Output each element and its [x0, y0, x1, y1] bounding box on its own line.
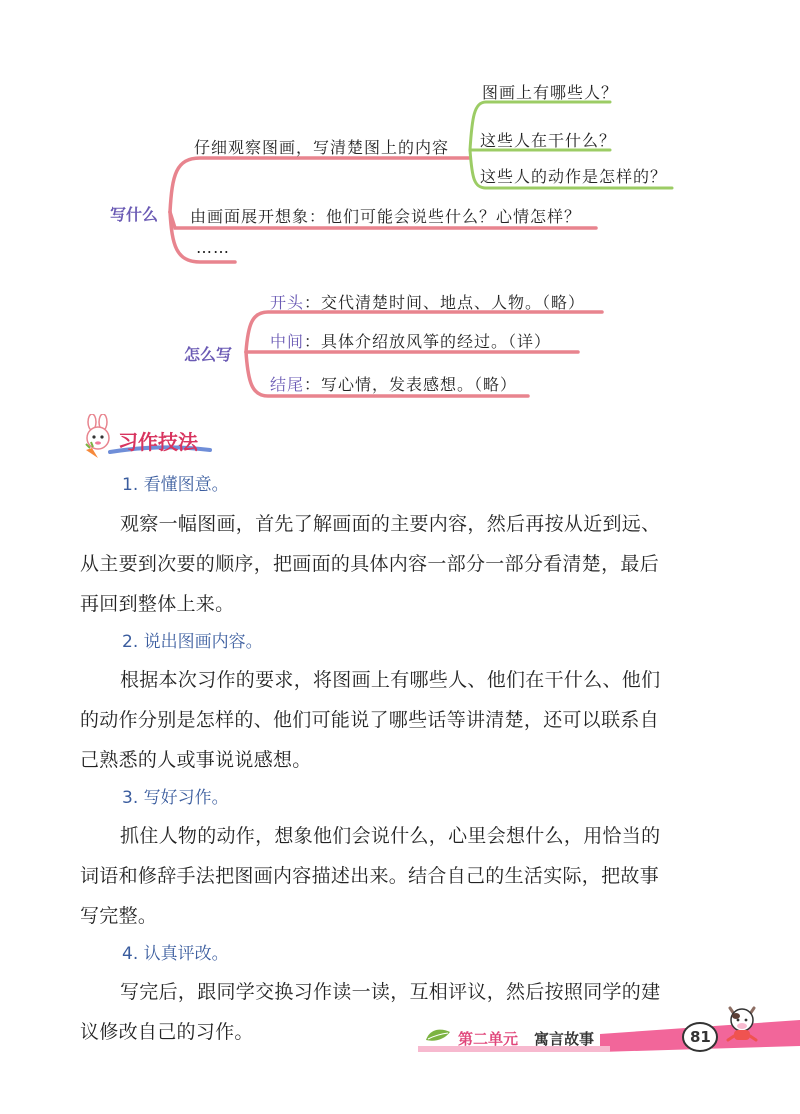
step-heading-3: 3. 写好习作。: [122, 788, 229, 808]
paragraph-line: 议修改自己的习作。: [80, 1021, 254, 1043]
how-tag-middle: 中间: [270, 332, 305, 351]
paragraph-line: 己熟悉的人或事说说感想。: [80, 749, 312, 771]
footer-title: 寓言故事: [534, 1030, 595, 1048]
what-sub-who: 图画上有哪些人？: [482, 83, 619, 102]
how-text-ending: ：写心情，发表感想。（略）: [304, 375, 518, 394]
what-branch-observe: 仔细观察图画，写清楚图上的内容: [194, 138, 450, 157]
how-item-ending: [270, 372, 517, 395]
paragraph-line: 抓住人物的动作，想象他们会说什么，心里会想什么，用恰当的: [120, 825, 661, 847]
paragraph-line: 观察一幅图画，首先了解画面的主要内容，然后再按从近到远、: [120, 513, 661, 535]
leaf-icon: [424, 1026, 452, 1044]
what-label: 写什么: [110, 205, 159, 224]
what-sub-actions: 这些人的动作是怎样的？: [480, 167, 668, 186]
page-number: 81: [690, 1028, 711, 1046]
paragraph-line: 写完整。: [80, 905, 158, 927]
footer-unit: 第二单元: [458, 1030, 519, 1048]
what-sub-doing: 这些人在干什么？: [480, 131, 617, 150]
what-branch-ellipsis: ……: [196, 238, 230, 257]
step-heading-4: 4. 认真评改。: [122, 944, 229, 964]
how-label: 怎么写: [184, 345, 233, 364]
how-tag-ending: 结尾: [270, 375, 305, 394]
how-text-middle: ：具体介绍放风筝的经过。（详）: [304, 332, 552, 351]
what-branch-imagine: 由画面展开想象：他们可能会说些什么？心情怎样？: [190, 207, 582, 226]
paragraph-line: 根据本次习作的要求，将图画上有哪些人、他们在干什么、他们: [120, 669, 661, 691]
paragraph-line: 再回到整体上来。: [80, 593, 235, 615]
paragraph-line: 从主要到次要的顺序，把画面的具体内容一部分一部分看清楚，最后: [80, 553, 660, 575]
step-heading-2: 2. 说出图画内容。: [122, 632, 263, 652]
how-item-middle: [270, 329, 551, 352]
how-item-opening: [270, 290, 585, 313]
step-heading-1: 1. 看懂图意。: [122, 475, 229, 495]
cow-mascot-icon: [720, 1000, 764, 1044]
paragraph-line: 的动作分别是怎样的、他们可能说了哪些话等讲清楚，还可以联系自: [80, 709, 660, 731]
paragraph-line: 写完后，跟同学交换习作读一读，互相评议，然后按照同学的建: [120, 981, 661, 1003]
how-tag-opening: 开头: [270, 293, 305, 312]
how-text-opening: ：交代清楚时间、地点、人物。（略）: [304, 293, 586, 312]
rabbit-mascot-icon: [78, 414, 118, 460]
section-title: 习作技法: [118, 430, 198, 454]
paragraph-line: 词语和修辞手法把图画内容描述出来。结合自己的生活实际，把故事: [80, 865, 660, 887]
